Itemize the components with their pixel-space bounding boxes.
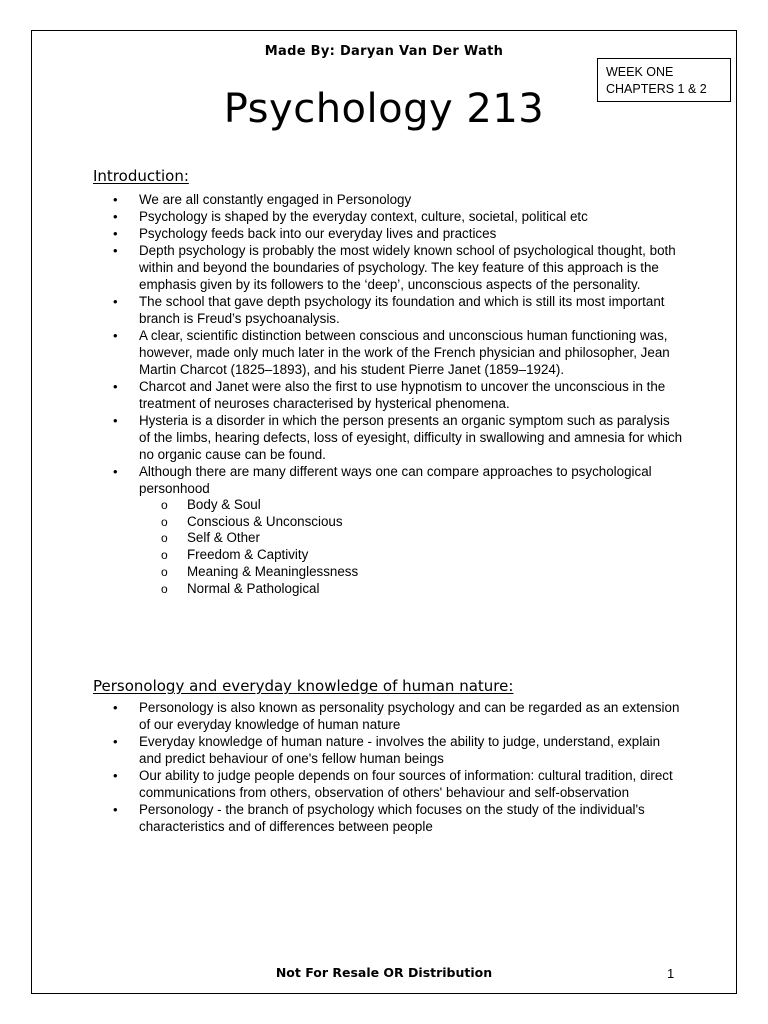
sub-list-item: o Body & Soul: [139, 497, 683, 514]
list-item: • We are all constantly engaged in Personology: [113, 191, 683, 208]
comparison-sublist: [139, 497, 683, 597]
list-item: • Personology - the branch of psychology which focuses on the study of the individual's characteristics and of differences between people: [113, 801, 683, 835]
chapters-label: CHAPTERS 1 & 2: [606, 82, 707, 96]
sub-list-item: o Normal & Pathological: [139, 581, 683, 598]
list-item: • Charcot and Janet were also the first to use hypnotism to uncover the unconscious in the treatment of neuroses characterised by hysterical phenomena.: [113, 378, 683, 412]
list-item: • Our ability to judge people depends on four sources of information: cultural tradition, direct communications from others, observation of others' behaviour and self-observation: [113, 767, 683, 801]
document-title: Psychology 213: [223, 86, 545, 132]
list-item-with-sublist: [113, 463, 683, 597]
sub-list-item: o Freedom & Captivity: [139, 547, 683, 564]
list-item: • Depth psychology is probably the most widely known school of psychological thought, both within and beyond the boundaries of psychology. The key feature of this approach is the emphasis given by its followers to the ‘deep’, unconscious aspects of the personality.: [113, 242, 683, 293]
sub-list-item: o Meaning & Meaninglessness: [139, 564, 683, 581]
list-item: • Personology is also known as personality psychology and can be regarded as an extension of our everyday knowledge of human nature: [113, 699, 683, 733]
personology-heading: Personology and everyday knowledge of human nature:: [93, 677, 514, 695]
author-credit: Made By: Daryan Van Der Wath: [264, 44, 504, 59]
sub-list-item: o Conscious & Unconscious: [139, 514, 683, 531]
intro-list: [113, 191, 683, 597]
list-item: • A clear, scientific distinction between conscious and unconscious human functioning was, however, made only much later in the work of the French physician and philosopher, Jean Martin Charcot (1825–1893), and his student Pierre Janet (1859–1924).: [113, 327, 683, 378]
intro-heading: Introduction:: [93, 167, 189, 185]
list-item: • The school that gave depth psychology its foundation and which is still its most important branch is Freud’s psychoanalysis.: [113, 293, 683, 327]
list-item: • Hysteria is a disorder in which the person presents an organic symptom such as paralysis of the limbs, hearing defects, loss of eyesight, difficulty in swallowing and amnesia for which no organic cause can be found.: [113, 412, 683, 463]
sub-list-item: o Self & Other: [139, 530, 683, 547]
week-label: WEEK ONE: [606, 65, 674, 79]
list-item-text: Although there are many different ways one can compare approaches to psychological personhood: [139, 464, 652, 496]
personology-list: [113, 699, 683, 835]
page-number: 1: [667, 966, 675, 981]
list-item: • Psychology feeds back into our everyday lives and practices: [113, 225, 683, 242]
footer-notice: Not For Resale OR Distribution: [275, 965, 493, 980]
list-item: • Psychology is shaped by the everyday context, culture, societal, political etc: [113, 208, 683, 225]
list-item: • Everyday knowledge of human nature - involves the ability to judge, understand, explain and predict behaviour of one's fellow human beings: [113, 733, 683, 767]
